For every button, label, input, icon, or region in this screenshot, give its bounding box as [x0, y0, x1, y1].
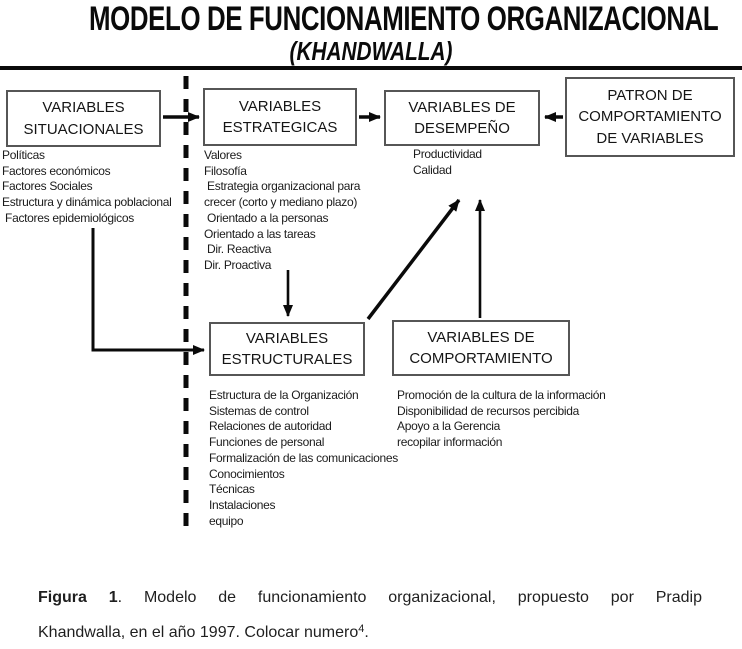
arrow-estructurales-to-desempeno: [368, 200, 459, 319]
caption-line-1: [38, 588, 702, 608]
list-item: recopilar información: [397, 435, 503, 450]
list-variables-situacionales: [2, 148, 172, 227]
caption-period: .: [364, 624, 369, 641]
list-variables-estructurales: [209, 388, 398, 529]
box-variables-desempeno: [384, 90, 540, 146]
list-item: Relaciones de autoridad: [209, 419, 332, 434]
list-item: Políticas: [2, 148, 45, 162]
caption-text: . Modelo de funcionamiento organizacional, propuesto por Pradip: [117, 589, 702, 606]
box-label: VARIABLES ESTRUCTURALES: [221, 329, 353, 368]
box-label: VARIABLES DE DESEMPEÑO: [408, 98, 516, 137]
box-variables-comportamiento: [392, 320, 570, 376]
list-variables-estrategicas: [204, 148, 360, 274]
list-item: Conocimientos: [209, 466, 285, 481]
list-item: Productividad: [413, 147, 482, 161]
list-item: Estructura y dinámica poblacional: [2, 195, 172, 210]
list-item: Factores económicos: [2, 163, 111, 178]
list-item: Disponibilidad de recursos percibida: [397, 403, 579, 418]
diagram-subtitle: (KHANDWALLA): [289, 36, 453, 66]
title-divider: [0, 66, 742, 70]
list-item: Estrategia organizacional para: [204, 179, 361, 194]
list-item: Promoción de la cultura de la información: [397, 388, 606, 402]
list-item: crecer (corto y mediano plazo): [204, 195, 358, 210]
figure-caption: [38, 588, 702, 644]
list-variables-desempeno: [413, 147, 482, 178]
footnote-superscript: 4: [358, 623, 365, 635]
list-item: Dir. Reactiva: [204, 242, 272, 257]
box-label: VARIABLES SITUACIONALES: [23, 99, 144, 138]
caption-line-2: [38, 623, 702, 644]
list-item: Orientado a las tareas: [204, 226, 316, 241]
list-item: Calidad: [413, 162, 452, 177]
list-variables-comportamiento: [397, 388, 605, 451]
list-item: Sistemas de control: [209, 403, 309, 418]
list-item: Formalización de las comunicaciones: [209, 450, 398, 465]
box-label: PATRON DE COMPORTAMIENTO DE VARIABLES: [578, 87, 722, 147]
box-label: VARIABLES DE COMPORTAMIENTO: [409, 328, 553, 367]
list-item: Dir. Proactiva: [204, 257, 272, 272]
list-item: Filosofía: [204, 163, 247, 178]
box-patron-comportamiento: [565, 77, 735, 157]
list-item: Valores: [204, 148, 242, 162]
arrow-situacionales-to-estructurales: [93, 228, 204, 350]
list-item: equipo: [209, 513, 244, 528]
list-item: Instalaciones: [209, 497, 276, 512]
list-item: Estructura de la Organización: [209, 388, 359, 402]
list-item: Factores Sociales: [2, 179, 93, 194]
caption-text: Khandwalla, en el año 1997. Colocar numero: [38, 624, 359, 641]
box-variables-estrategicas: [203, 88, 357, 146]
list-item: Técnicas: [209, 482, 255, 497]
box-variables-estructurales: [209, 322, 365, 376]
list-item: Factores epidemiológicos: [2, 210, 134, 225]
figure-label: Figura 1: [38, 589, 118, 606]
list-item: Orientado a la personas: [204, 210, 329, 225]
list-item: Funciones de personal: [209, 435, 325, 450]
list-item: Apoyo a la Gerencia: [397, 419, 501, 434]
box-variables-situacionales: [6, 90, 161, 147]
diagram-title: MODELO DE FUNCIONAMIENTO ORGANIZACIONAL: [89, 0, 719, 38]
box-label: VARIABLES ESTRATEGICAS: [222, 97, 338, 136]
